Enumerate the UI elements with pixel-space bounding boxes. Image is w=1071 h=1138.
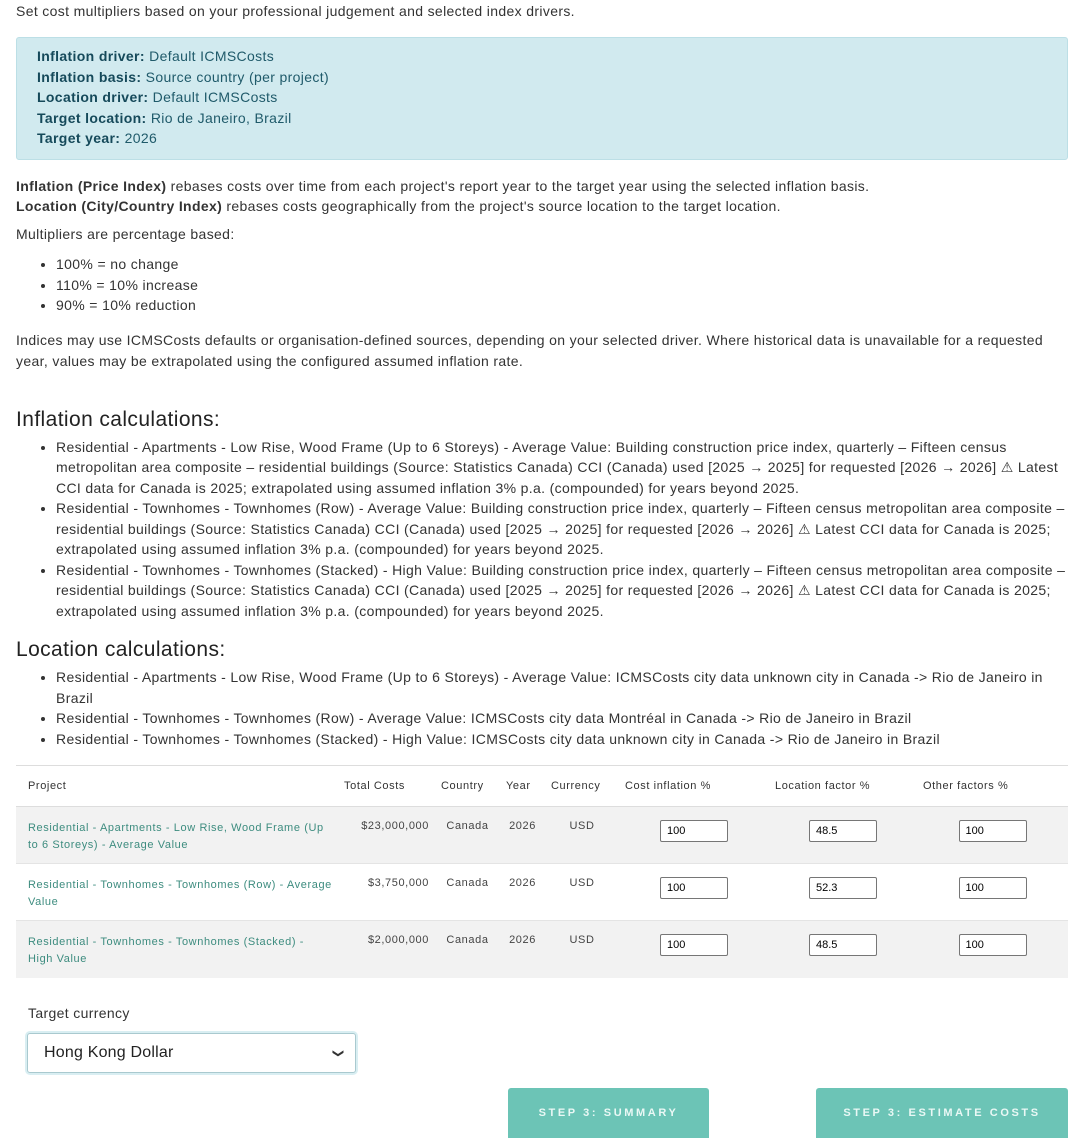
target-currency-value: Hong Kong Dollar — [44, 1044, 174, 1061]
table-row — [16, 864, 1068, 921]
currency-cell: USD — [545, 921, 619, 978]
inflation-calculations-title: Inflation calculations: — [16, 407, 221, 431]
indices-notes: Indices may use ICMSCosts defaults or organisation-defined sources, depending on your selected driver. Where historical data is unavailable for a requested year, values may be extrapolated using the configured assumed inflation rate. — [16, 331, 1044, 369]
inflation-driver-line — [37, 46, 1047, 67]
country-cell: Canada — [435, 864, 500, 921]
inflation-basis-value: Source country (per project) — [145, 68, 329, 85]
other-factors-input[interactable] — [959, 934, 1027, 956]
target-year-line — [37, 128, 1047, 149]
header-year: Year — [500, 766, 545, 807]
country-cell: Canada — [435, 807, 500, 864]
list-item: • 100% = no change — [56, 254, 1068, 275]
target-year-value: 2026 — [124, 130, 158, 146]
table-header-row — [16, 766, 1068, 807]
header-currency: Currency — [545, 766, 619, 807]
year-cell: 2026 — [500, 807, 545, 864]
other-factors-cell — [917, 864, 1068, 921]
inflation-calculations-list — [16, 437, 1068, 622]
drivers-info-box — [16, 37, 1068, 160]
step3-estimate-costs-button[interactable]: STEP 3: ESTIMATE COSTS — [816, 1088, 1068, 1138]
header-cost-inflation: Cost inflation % — [619, 766, 769, 807]
currency-cell: USD — [545, 807, 619, 864]
country-cell: Canada — [435, 921, 500, 978]
project-link[interactable]: Residential - Townhomes - Townhomes (Row) - Average Value — [28, 879, 332, 908]
project-cell — [16, 921, 338, 978]
location-index-text: rebases costs geographically from the project's source location to the target location. — [222, 198, 781, 214]
step3-summary-button[interactable]: STEP 3: SUMMARY — [508, 1088, 709, 1138]
location-index-term: Location (City/Country Index) — [16, 198, 223, 214]
inflation-index-term: Inflation (Price Index) — [16, 177, 167, 194]
location-factor-input[interactable] — [809, 820, 877, 842]
inflation-driver-value: Default ICMSCosts — [149, 48, 275, 64]
header-project: Project — [16, 766, 338, 807]
target-currency-select[interactable] — [27, 1033, 356, 1073]
inflation-index-text: rebases costs over time from each project's report year to the target year using the selected inflation basis. — [166, 177, 870, 194]
project-cell — [16, 864, 338, 921]
target-year-label: Target year: — [37, 130, 121, 146]
list-item: • Residential - Townhomes - Townhomes (Stacked) - High Value: ICMSCosts city data unknown city in Canada -> Rio de Janeiro in Brazil — [56, 729, 1068, 750]
location-factor-input[interactable] — [809, 934, 877, 956]
other-factors-input[interactable] — [959, 820, 1027, 842]
currency-cell: USD — [545, 864, 619, 921]
multipliers-heading: Multipliers are percentage based: — [16, 225, 235, 242]
cost-multipliers-page — [16, 0, 1068, 978]
year-cell: 2026 — [500, 864, 545, 921]
cost-inflation-cell — [619, 807, 769, 864]
inflation-basis-line — [37, 67, 1047, 88]
location-factor-cell — [769, 864, 917, 921]
total-costs-cell: $23,000,000 — [338, 807, 435, 864]
location-factor-cell — [769, 921, 917, 978]
target-location-line — [37, 108, 1047, 129]
list-item: • Residential - Townhomes - Townhomes (Row) - Average Value: Building construction price index, quarterly – Fifteen census metropolitan area composite – residential buildings (Source: Statistics Canada) CCI (Canada) used [2025 → 2025] for requested [2026 → 2026] ⚠ Latest CCI data for Canada is 2025; extrapolated using assumed inflation 3% p.a. (compounded) for years beyond 2025. — [56, 498, 1068, 560]
other-factors-input[interactable] — [959, 877, 1027, 899]
location-calculations-list — [16, 667, 1068, 749]
list-item: • Residential - Townhomes - Townhomes (Stacked) - High Value: Building construction price index, quarterly – Fifteen census metropolitan area composite – residential buildings (Source: Statistics Canada) CCI (Canada) used [2025 → 2025] for requested [2026 → 2026] ⚠ Latest CCI data for Canada is 2025; extrapolated using assumed inflation 3% p.a. (compounded) for years beyond 2025. — [56, 560, 1068, 622]
location-driver-line — [37, 87, 1047, 108]
list-item: • Residential - Apartments - Low Rise, Wood Frame (Up to 6 Storeys) - Average Value: ICMSCosts city data unknown city in Canada -> Rio de Janeiro in Brazil — [56, 667, 1068, 708]
cost-inflation-cell — [619, 921, 769, 978]
header-other-factors: Other factors % — [917, 766, 1068, 807]
list-item: • Residential - Townhomes - Townhomes (Row) - Average Value: ICMSCosts city data Montréal in Canada -> Rio de Janeiro in Brazil — [56, 708, 1068, 729]
year-cell: 2026 — [500, 921, 545, 978]
multipliers-list — [16, 254, 1068, 316]
cost-inflation-input[interactable] — [660, 820, 728, 842]
intro-text: Set cost multipliers based on your professional judgement and selected index drivers. — [16, 3, 575, 19]
location-factor-cell — [769, 807, 917, 864]
target-location-label: Target location: — [37, 109, 147, 126]
total-costs-cell: $2,000,000 — [338, 921, 435, 978]
cost-inflation-input[interactable] — [660, 934, 728, 956]
table-row — [16, 807, 1068, 864]
project-cell — [16, 807, 338, 864]
location-factor-input[interactable] — [809, 877, 877, 899]
list-item: • 90% = 10% reduction — [56, 295, 1068, 316]
inflation-index-explanation — [16, 176, 1068, 197]
other-factors-cell — [917, 807, 1068, 864]
header-total-costs: Total Costs — [338, 766, 435, 807]
cost-inflation-input[interactable] — [660, 877, 728, 899]
project-link[interactable]: Residential - Apartments - Low Rise, Wood Frame (Up to 6 Storeys) - Average Value — [28, 822, 324, 851]
other-factors-cell — [917, 921, 1068, 978]
table-row — [16, 921, 1068, 978]
list-item: • 110% = 10% increase — [56, 275, 1068, 296]
list-item: • Residential - Apartments - Low Rise, Wood Frame (Up to 6 Storeys) - Average Value: Building construction price index, quarterly – Fifteen census metropolitan area composite – residential buildings (Source: Statistics Canada) CCI (Canada) used [2025 → 2025] for requested [2026 → 2026] ⚠ Latest CCI data for Canada is 2025; extrapolated using assumed inflation 3% p.a. (compounded) for years beyond 2025. — [56, 437, 1068, 499]
location-driver-value: Default ICMSCosts — [152, 89, 278, 105]
target-location-value: Rio de Janeiro, Brazil — [150, 109, 292, 126]
project-link[interactable]: Residential - Townhomes - Townhomes (Stacked) - High Value — [28, 936, 305, 965]
location-driver-label: Location driver: — [37, 89, 149, 105]
location-calculations-title: Location calculations: — [16, 638, 226, 661]
header-location-factor: Location factor % — [769, 766, 917, 807]
inflation-basis-label: Inflation basis: — [37, 68, 142, 85]
target-currency-label: Target currency — [28, 1005, 130, 1021]
total-costs-cell: $3,750,000 — [338, 864, 435, 921]
chevron-down-icon: ❯ — [331, 1048, 344, 1058]
inflation-driver-label: Inflation driver: — [37, 48, 145, 64]
cost-inflation-cell — [619, 864, 769, 921]
projects-table — [16, 765, 1068, 978]
header-country: Country — [435, 766, 500, 807]
indices-explanation — [16, 176, 1068, 217]
location-index-explanation — [16, 196, 1068, 217]
